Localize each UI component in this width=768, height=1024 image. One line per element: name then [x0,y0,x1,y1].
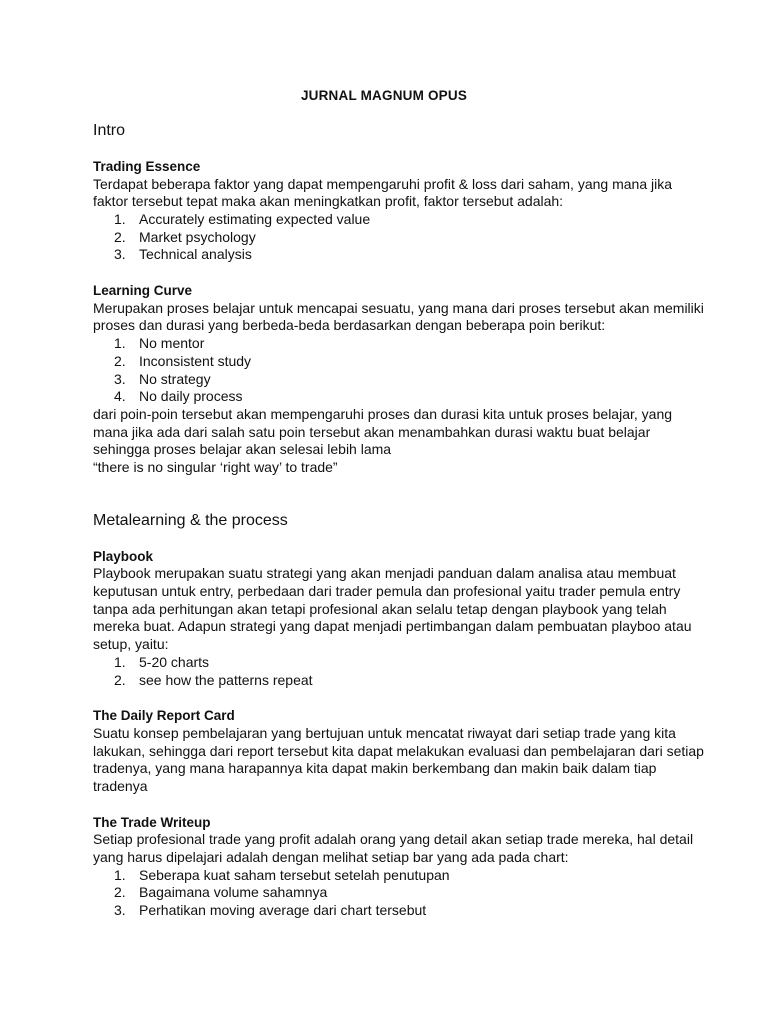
subsection-playbook [93,548,708,690]
numbered-list [93,654,708,689]
list-item: 3. No strategy [114,370,211,387]
list-item: 2. Bagaimana volume sahamnya [114,884,328,901]
subsection-heading: Learning Curve [93,283,193,299]
subsection-heading: The Daily Report Card [93,708,235,724]
numbered-list [93,867,708,920]
list-item: 1. Seberapa kuat saham tersebut setelah penutupan [114,866,450,883]
paragraph: Terdapat beberapa faktor yang dapat mempengaruhi profit & loss dari saham, yang mana jika faktor tersebut tepat maka akan meningkatkan profit, faktor tersebut adalah: [93,175,673,210]
list-item: 2. see how the patterns repeat [114,671,313,688]
list-item: 1. No mentor [114,335,205,352]
list-item: 4. No daily process [114,388,243,405]
subsection-heading: The Trade Writeup [93,814,211,830]
section-metalearning [93,511,708,920]
section-heading: Intro [93,122,126,139]
quote-line: “there is no singular ‘right way’ to trade” [93,459,338,476]
subsection-heading: Playbook [93,548,154,564]
paragraph: Merupakan proses belajar untuk mencapai sesuatu, yang mana dari proses tersebut akan memiliki proses dan durasi yang berbeda-beda berdasarkan dengan beberapa poin berikut: [93,299,704,334]
list-item: 3. Technical analysis [114,246,252,263]
list-item: 2. Market psychology [114,228,256,245]
subsection-trading-essence [93,158,708,264]
section-heading: Metalearning & the process [93,511,288,529]
list-item: 1. 5-20 charts [114,653,210,670]
numbered-list [93,211,708,264]
paragraph: Suatu konsep pembelajaran yang bertujuan untuk mencatat riwayat dari setiap trade yang kita lakukan, sehingga dari report tersebut kita dapat melakukan evaluasi dan pembelajaran dari setiap tradenya, yang mana harapannya kita dapat makin berkembang dan makin baik dalam tiap tradenya [93,724,704,794]
paragraph: Setiap profesional trade yang profit adalah orang yang detail akan setiap trade mereka, hal detail yang harus dipelajari adalah dengan melihat setiap bar yang ada pada chart: [93,831,694,865]
subsection-daily-report-card [93,707,708,795]
subsection-learning-curve [93,282,708,477]
subsection-trade-writeup [93,814,708,920]
numbered-list [93,335,708,406]
paragraph: Playbook merupakan suatu strategi yang akan menjadi panduan dalam analisa atau membuat keputusan untuk entry, perbedaan dari trader pemula dan profesional yaitu trader pemula entry tanpa ada perhitungan akan tetapi profesional akan selalu tetap dengan playbook yang telah mereka buat. Adapun strategi yang dapat menjadi pertimbangan dalam pembuatan playboo atau setup, yaitu: [93,565,692,653]
document-title: JURNAL MAGNUM OPUS [300,88,468,103]
section-intro [93,121,708,477]
paragraph: dari poin-poin tersebut akan mempengaruhi proses dan durasi kita untuk proses belajar, yang mana jika ada dari salah satu poin tersebut akan menambahkan durasi waktu buat belajar sehingga proses belajar akan selesai lebih lama [93,405,673,458]
list-item: 2. Inconsistent study [114,352,252,369]
list-item: 3. Perhatikan moving average dari chart tersebut [114,902,427,919]
list-item: 1. Accurately estimating expected value [114,211,371,227]
subsection-heading: Trading Essence [93,159,201,174]
